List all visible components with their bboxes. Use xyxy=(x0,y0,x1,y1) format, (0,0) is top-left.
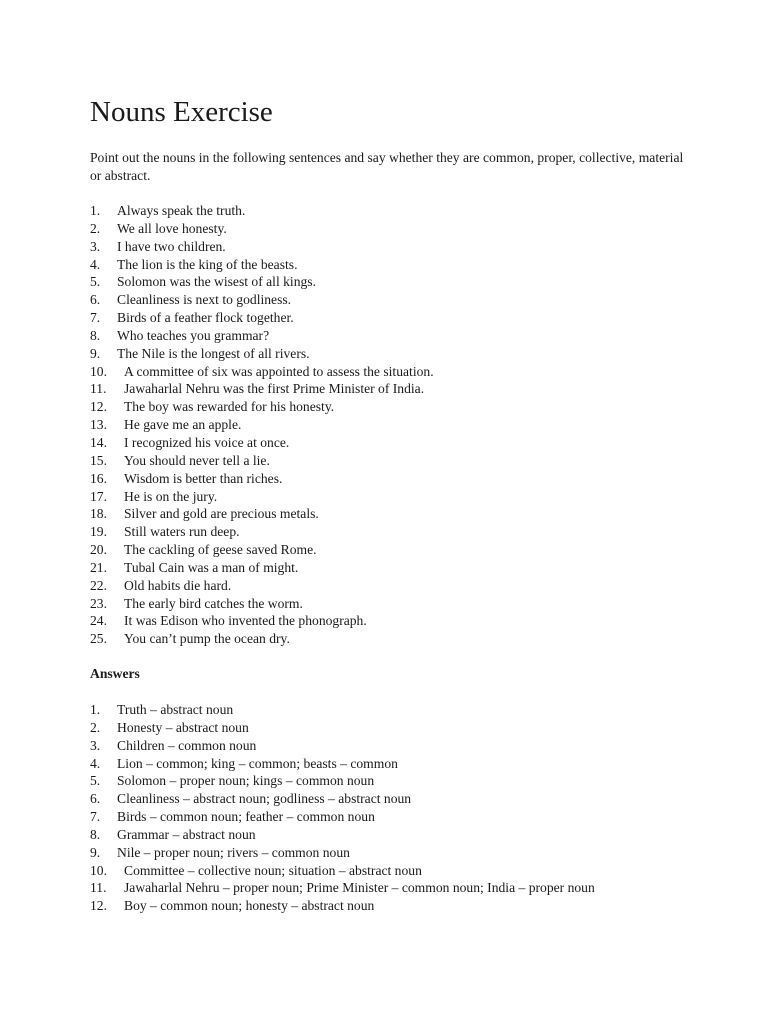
item-number: 8. xyxy=(90,327,101,343)
question-text: The cackling of geese saved Rome. xyxy=(124,542,317,558)
answer-text: Solomon – proper noun; kings – common noun xyxy=(117,773,375,789)
answer-item xyxy=(90,879,595,897)
answer-item xyxy=(90,808,595,826)
question-item xyxy=(90,559,434,577)
answer-text: Jawaharlal Nehru – proper noun; Prime Minister – common noun; India – proper noun xyxy=(124,880,595,896)
item-number: 5. xyxy=(90,773,101,789)
question-item xyxy=(90,309,434,327)
question-text: Cleanliness is next to godliness. xyxy=(117,292,292,308)
question-item xyxy=(90,291,434,309)
item-number: 8. xyxy=(90,826,101,842)
item-number: 4. xyxy=(90,755,101,771)
question-text: You should never tell a lie. xyxy=(124,452,270,468)
item-number: 2. xyxy=(90,220,101,236)
answer-text: Grammar – abstract noun xyxy=(117,826,256,842)
question-item xyxy=(90,452,434,470)
item-number: 6. xyxy=(90,791,101,807)
answer-text: Truth – abstract noun xyxy=(117,702,234,717)
item-number: 3. xyxy=(90,737,101,753)
question-text: Solomon was the wisest of all kings. xyxy=(117,274,316,290)
item-number: 10. xyxy=(90,862,107,878)
item-number: 24. xyxy=(90,613,107,629)
question-text: He is on the jury. xyxy=(124,488,218,504)
item-number: 11. xyxy=(90,880,107,896)
question-text: It was Edison who invented the phonograph. xyxy=(124,613,367,629)
question-text: I have two children. xyxy=(117,238,226,254)
question-item xyxy=(90,523,434,541)
question-text: Who teaches you grammar? xyxy=(117,327,270,343)
question-item xyxy=(90,577,434,595)
question-text: The Nile is the longest of all rivers. xyxy=(117,345,310,361)
answer-item xyxy=(90,755,595,773)
question-item xyxy=(90,505,434,523)
question-text: A committee of six was appointed to assess the situation. xyxy=(124,363,434,379)
question-item xyxy=(90,488,434,506)
question-item xyxy=(90,327,434,345)
answer-text: Lion – common; king – common; beasts – common xyxy=(117,755,398,771)
instructions-paragraph: Point out the nouns in the following sentences and say whether they are common, proper, collective, material or abstract. xyxy=(90,150,684,183)
question-text: Still waters run deep. xyxy=(124,524,240,540)
question-text: I recognized his voice at once. xyxy=(124,434,290,450)
answer-item xyxy=(90,897,595,915)
question-text: Jawaharlal Nehru was the first Prime Minister of India. xyxy=(124,381,425,397)
answer-text: Children – common noun xyxy=(117,737,257,753)
answer-item xyxy=(90,862,595,880)
item-number: 13. xyxy=(90,417,107,433)
question-item xyxy=(90,345,434,363)
item-number: 7. xyxy=(90,809,101,825)
answer-item xyxy=(90,826,595,844)
question-item xyxy=(90,202,434,220)
item-number: 18. xyxy=(90,506,107,522)
item-number: 14. xyxy=(90,434,107,450)
question-item xyxy=(90,380,434,398)
question-text: Silver and gold are precious metals. xyxy=(124,506,319,522)
item-number: 15. xyxy=(90,452,107,468)
item-number: 19. xyxy=(90,524,107,540)
answer-text: Cleanliness – abstract noun; godliness – abstract noun xyxy=(117,791,412,807)
question-item xyxy=(90,398,434,416)
answer-item xyxy=(90,772,595,790)
questions-list xyxy=(90,202,434,648)
answers-list xyxy=(90,701,595,915)
item-number: 20. xyxy=(90,542,107,558)
answer-item xyxy=(90,790,595,808)
item-number: 6. xyxy=(90,292,101,308)
answer-text: Nile – proper noun; rivers – common noun xyxy=(117,844,350,860)
item-number: 21. xyxy=(90,559,107,575)
answer-item xyxy=(90,737,595,755)
question-item xyxy=(90,273,434,291)
question-item xyxy=(90,541,434,559)
question-text: Always speak the truth. xyxy=(117,203,246,218)
item-number: 2. xyxy=(90,719,101,735)
item-number: 16. xyxy=(90,470,107,486)
question-item xyxy=(90,434,434,452)
question-text: Old habits die hard. xyxy=(124,577,232,593)
question-item xyxy=(90,238,434,256)
item-number: 9. xyxy=(90,345,101,361)
question-item xyxy=(90,612,434,630)
question-text: The early bird catches the worm. xyxy=(124,595,303,611)
question-item xyxy=(90,470,434,488)
answer-item xyxy=(90,701,595,719)
question-text: Birds of a feather flock together. xyxy=(117,310,294,326)
question-item xyxy=(90,630,434,648)
question-item xyxy=(90,416,434,434)
question-text: He gave me an apple. xyxy=(124,417,242,433)
item-number: 23. xyxy=(90,595,107,611)
question-item xyxy=(90,256,434,274)
item-number: 3. xyxy=(90,238,101,254)
item-number: 11. xyxy=(90,381,107,397)
item-number: 22. xyxy=(90,577,107,593)
item-number: 7. xyxy=(90,310,101,326)
question-text: You can’t pump the ocean dry. xyxy=(124,631,290,647)
item-number: 17. xyxy=(90,488,107,504)
item-number: 12. xyxy=(90,399,107,415)
answers-heading: Answers xyxy=(90,666,140,681)
question-text: The lion is the king of the beasts. xyxy=(117,256,298,272)
item-number: 9. xyxy=(90,844,101,860)
item-number: 4. xyxy=(90,256,101,272)
question-text: We all love honesty. xyxy=(117,220,227,236)
question-text: The boy was rewarded for his honesty. xyxy=(124,399,335,415)
question-item xyxy=(90,220,434,238)
question-text: Tubal Cain was a man of might. xyxy=(124,559,299,575)
item-number: 25. xyxy=(90,631,107,647)
page-title: Nouns Exercise xyxy=(90,96,273,128)
question-item xyxy=(90,363,434,381)
question-text: Wisdom is better than riches. xyxy=(124,470,283,486)
answer-text: Committee – collective noun; situation – abstract noun xyxy=(124,862,422,878)
answer-item xyxy=(90,719,595,737)
answer-text: Birds – common noun; feather – common noun xyxy=(117,809,375,825)
answer-text: Boy – common noun; honesty – abstract noun xyxy=(124,898,375,914)
item-number: 12. xyxy=(90,898,107,914)
item-number: 5. xyxy=(90,274,101,290)
answer-item xyxy=(90,844,595,862)
item-number: 1. xyxy=(90,203,101,218)
item-number: 1. xyxy=(90,702,101,717)
item-number: 10. xyxy=(90,363,107,379)
question-item xyxy=(90,595,434,613)
answer-text: Honesty – abstract noun xyxy=(117,719,249,735)
